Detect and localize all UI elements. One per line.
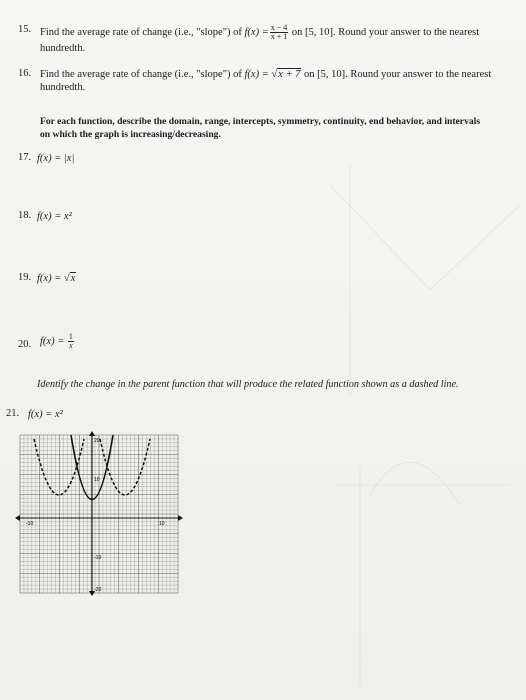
x-label-right: 10 — [159, 521, 165, 527]
q17-expr: f(x) = |x| — [37, 153, 75, 164]
q15-number: 15. — [18, 24, 32, 35]
x-axis-arrow-left — [15, 515, 20, 521]
q15-text-b: on [5, 10]. Round your answer to the nearest — [289, 26, 480, 38]
q15-fx: f(x) = — [244, 26, 269, 38]
y-label-mid: 10 — [94, 477, 100, 483]
q20-fx: f(x) = — [40, 335, 67, 347]
x-label-left: -10 — [26, 521, 34, 527]
y-label-bottom: -20 — [94, 587, 102, 593]
q16-text-c: hundredth. — [40, 82, 86, 93]
q19-expr: f(x) = √x — [37, 273, 76, 284]
q20-number: 20. — [18, 339, 32, 350]
q15-text — [40, 24, 510, 41]
instructions-line2: on which the graph is increasing/decreasing. — [40, 129, 221, 140]
q19-number: 19. — [18, 272, 32, 283]
x-axis-arrow-right — [178, 515, 183, 521]
q20-frac-den: x — [69, 341, 73, 350]
q15-frac-den: x + 1 — [270, 32, 288, 41]
q19-radicand: x — [70, 273, 76, 284]
q16-sqrt: √x + 7 — [271, 69, 301, 80]
q20-expr — [40, 333, 75, 350]
instructions-line1: For each function, describe the domain, range, intercepts, symmetry, continuity, end behavior, and intervals — [40, 116, 481, 127]
grid-lines — [20, 435, 178, 593]
q16-text — [40, 68, 510, 81]
q21-coordinate-grid — [14, 431, 184, 596]
q17-number: 17. — [18, 152, 32, 163]
identify-instruction: Identify the change in the parent function that will produce the related function shown as a dashed line. — [37, 379, 459, 390]
q16-radicand: x + 7 — [278, 69, 301, 80]
y-axis-arrow-up — [89, 431, 95, 436]
q16-text-a: Find the average rate of change (i.e., "slope") of — [40, 69, 245, 80]
q21-number: 21. — [6, 408, 20, 419]
q20-fraction — [68, 333, 74, 350]
q16-text-b: on [5, 10]. Round your answer to the nearest — [301, 69, 492, 80]
y-label-top: 20 — [94, 438, 100, 444]
q18-expr: f(x) = x² — [37, 211, 72, 222]
q15-frac-num: x − 4 — [270, 23, 288, 32]
q15-fraction — [270, 24, 289, 41]
bleed-through-graph — [330, 165, 520, 685]
q16-fx: f(x) = — [244, 69, 272, 80]
y-label-neg: -10 — [94, 555, 102, 561]
q18-number: 18. — [18, 210, 32, 221]
q16-number: 16. — [18, 68, 32, 79]
q21-expr: f(x) = x² — [28, 409, 63, 420]
q15-text-a: Find the average rate of change (i.e., "slope") of — [40, 26, 245, 38]
q19-fx: f(x) = — [37, 273, 64, 284]
q20-frac-num: 1 — [68, 332, 73, 341]
q15-text-c: hundredth. — [40, 43, 86, 54]
